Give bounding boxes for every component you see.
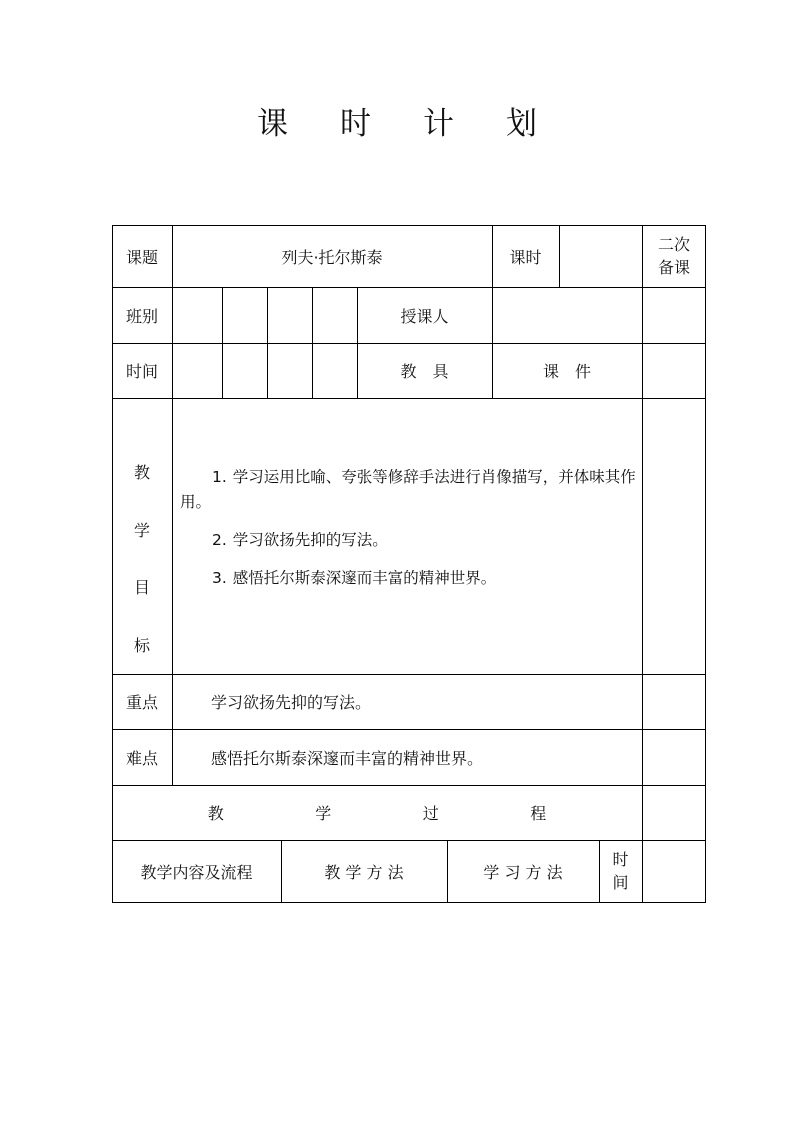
class-label: 班别 <box>125 306 158 326</box>
time-col-char: 间 <box>612 873 629 892</box>
goals-label <box>112 398 172 674</box>
goals-list <box>180 465 642 604</box>
goal-number: 3. <box>212 569 227 587</box>
difficulty-value: 感悟托尔斯泰深邃而丰富的精神世界。 <box>211 748 484 768</box>
time-label: 时间 <box>125 362 158 381</box>
key-point-value: 学习欲扬先抑的写法。 <box>211 693 372 712</box>
goal-item <box>180 465 642 515</box>
goals-label-char: 标 <box>133 635 150 655</box>
goal-text: 学习欲扬先抑的写法。 <box>232 531 388 549</box>
page-title <box>0 98 794 143</box>
time-col-char: 时 <box>612 850 629 869</box>
content-flow-label: 教学内容及流程 <box>140 862 253 882</box>
period-value <box>559 225 642 287</box>
teach-method-label: 教 学 方 法 <box>324 862 404 882</box>
process-char: 学 <box>315 804 332 823</box>
process-header <box>112 785 642 840</box>
process-char: 教 <box>207 804 224 823</box>
topic-value: 列夫·托尔斯泰 <box>281 247 383 267</box>
goals-label-char: 学 <box>133 520 150 540</box>
goal-number: 1. <box>212 468 227 486</box>
process-char: 过 <box>422 804 439 823</box>
process-char: 程 <box>530 804 547 823</box>
period-label: 课时 <box>509 247 542 267</box>
lesson-plan-table <box>112 225 706 903</box>
time-col-label <box>599 840 642 902</box>
tools-label: 教 具 <box>400 362 449 381</box>
difficulty-label: 难点 <box>125 748 158 768</box>
goals-label-char: 教 <box>133 463 150 482</box>
second-prep-label-line: 二次 <box>657 235 690 254</box>
title-char: 时 <box>340 106 371 142</box>
goal-item <box>180 566 642 591</box>
learn-method-label: 学 习 方 法 <box>483 862 563 882</box>
topic-label: 课题 <box>125 247 158 267</box>
second-prep-label-line: 备课 <box>657 258 690 277</box>
key-point-label: 重点 <box>125 693 158 712</box>
teacher-label: 授课人 <box>400 306 449 326</box>
title-char: 课 <box>257 106 288 142</box>
goal-number: 2. <box>212 531 227 549</box>
goal-text: 感悟托尔斯泰深邃而丰富的精神世界。 <box>232 569 497 587</box>
title-char: 计 <box>423 106 454 142</box>
title-char: 划 <box>506 106 537 142</box>
second-prep-label <box>642 225 706 287</box>
goal-text: 学习运用比喻、夸张等修辞手法进行肖像描写，并体味其作用。 <box>180 468 636 511</box>
goal-item <box>180 528 642 553</box>
goals-label-char: 目 <box>133 578 150 598</box>
tools-value: 课 件 <box>542 362 591 381</box>
